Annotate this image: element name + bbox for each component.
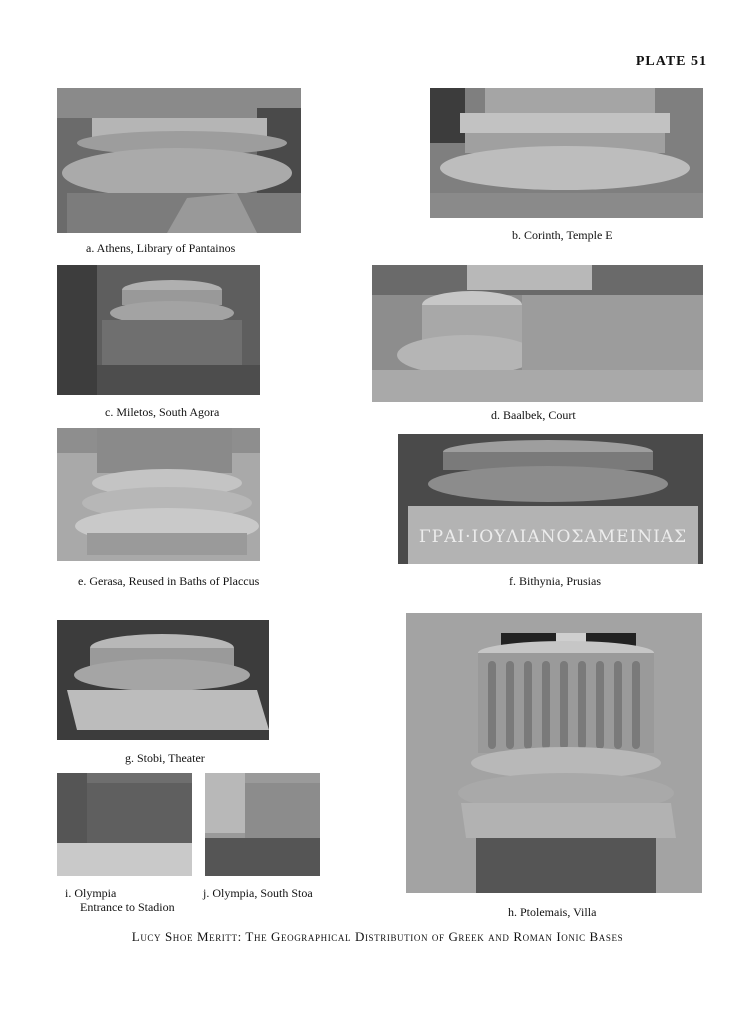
plate-number: PLATE 51 xyxy=(635,54,707,69)
photo-baalbek-base xyxy=(372,265,703,402)
caption-b: b. Corinth, Temple E xyxy=(512,228,613,242)
caption-a: a. Athens, Library of Pantainos xyxy=(86,241,236,255)
photo-athens-base xyxy=(57,88,301,233)
plate-footer-title: Lucy Shoe Meritt: The Geographical Distribution of Greek and Roman Ionic Bases xyxy=(131,929,624,944)
photo-miletos-base xyxy=(57,265,260,395)
caption-f: f. Bithynia, Prusias xyxy=(509,574,601,588)
inscription-text: ΓΡΑΙ·ΙΟΥΛΙΑΝΟΣΑΜΕΙΝΙΑΣ xyxy=(418,527,688,547)
caption-g: g. Stobi, Theater xyxy=(125,751,205,765)
caption-j: j. Olympia, South Stoa xyxy=(203,886,313,900)
photo-olympia-stoa-base xyxy=(205,773,320,876)
caption-h: h. Ptolemais, Villa xyxy=(508,905,597,919)
photo-stobi-base xyxy=(57,620,269,740)
photo-corinth-base xyxy=(430,88,703,218)
caption-c: c. Miletos, South Agora xyxy=(105,405,220,419)
photo-bithynia-base xyxy=(398,434,703,564)
caption-e: e. Gerasa, Reused in Baths of Placcus xyxy=(78,574,260,588)
caption-d: d. Baalbek, Court xyxy=(491,408,576,422)
photo-ptolemais-base xyxy=(406,613,702,893)
photo-gerasa-base xyxy=(57,428,260,561)
caption-i-line2: Entrance to Stadion xyxy=(80,900,175,914)
photo-olympia-stadion-base xyxy=(57,773,192,876)
caption-i-line1: i. Olympia xyxy=(65,886,117,900)
